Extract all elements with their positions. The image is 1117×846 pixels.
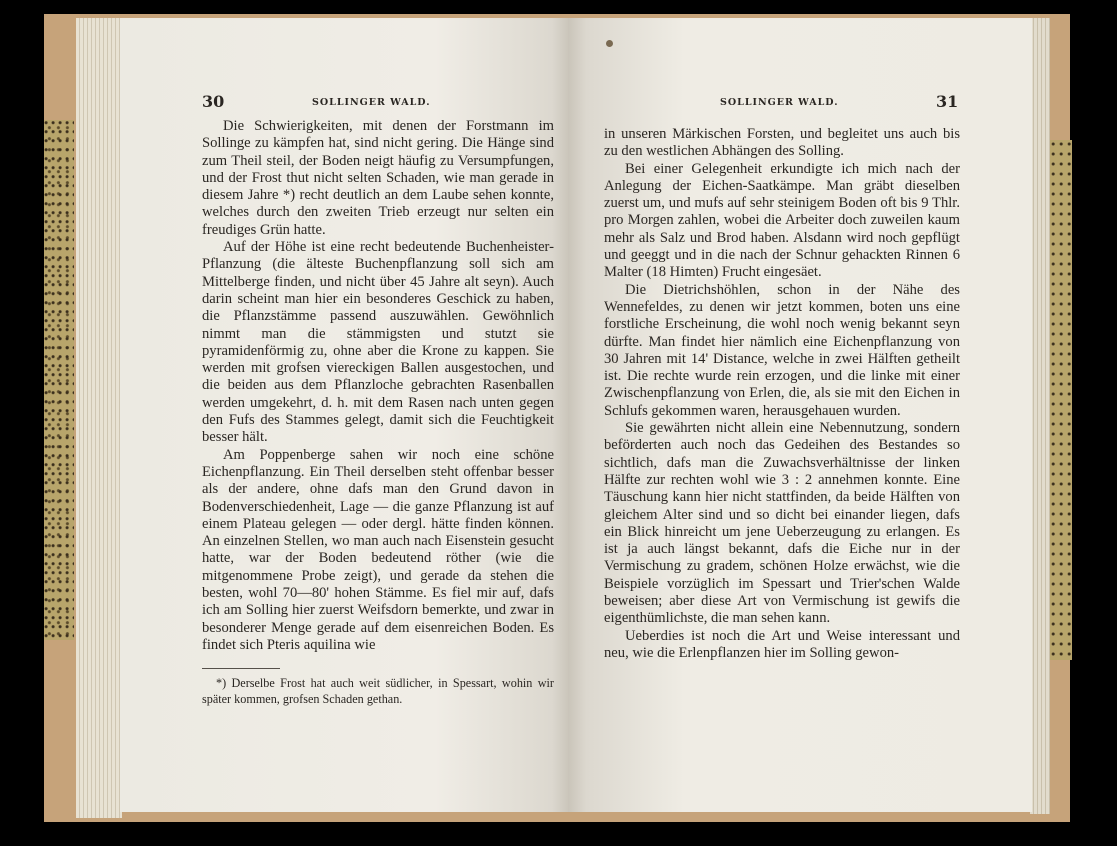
paragraph: Bei einer Gelegenheit erkundigte ich mich nach der Anlegung der Eichen-Saatkämpe. Man gräbt dieselben zuerst um, und mufs auf sehr steinigem Boden oft bis 9 Thlr. pro Morgen zahlen, wobei die Arbeiter doch zuweilen kaum mehr als Salz und Brod haben. Alsdann wird noch gepflügt und geeggt und in die nach der Schnur gehackten Rinnen 6 Malter (18 Himten) Frucht eingesäet. [604, 160, 960, 281]
running-title: SOLLINGER WALD. [312, 97, 431, 108]
footnote-text: *) Derselbe Frost hat auch weit südlicher, in Spessart, wohin wir später kommen, grofsen Schaden gethan. [202, 676, 554, 706]
page-edges-right [1030, 18, 1050, 814]
marbled-endpaper-left [44, 120, 74, 640]
footnote-rule [202, 668, 280, 669]
footnote [202, 675, 554, 707]
body-text [202, 118, 554, 654]
marbled-endpaper-right [1050, 140, 1072, 660]
page-number: 31 [936, 92, 959, 111]
paper-stain [606, 40, 613, 47]
paragraph: Am Poppenberge sahen wir noch eine schöne Eichenpflanzung. Ein Theil derselben steht offenbar besser als der andere, ohne dafs man den Grund davon in Bodenverschiedenheit, Lage — die ganze Pflanzung ist auf einem Plateau gelegen — oder dergl. hätte finden können. An einzelnen Stellen, wo man auch nach Eisenstein gesucht hatte, war der Boden bedeutend röther (wie die mitgenommene Probe zeigt), und gerade da stehen die besten, wohl 70—80' hohen Stämme. Es fiel mir auf, dafs ich am Solling hier zuerst Weifsdorn bemerkte, und zwar in besonderer Menge gerade auf dem eisenreichen Boden. Es findet sich Pteris aquilina wie [202, 446, 554, 653]
right-page [568, 18, 1032, 812]
page-edges-left [76, 18, 122, 818]
page-number: 30 [202, 92, 225, 111]
paragraph: in unseren Märkischen Forsten, und begleitet uns auch bis zu den westlichen Abhängen des Solling. [604, 126, 960, 160]
paragraph: Die Dietrichshöhlen, schon in der Nähe des Wennefeldes, zu denen wir jetzt kommen, boten uns eine forstliche Erscheinung, die wohl noch wenig bekannt seyn dürfte. Man findet hier nämlich eine Eichenpflanzung von 30 Jahren mit 14' Distance, welche in zwei Hälften getheilt ist. Die rechte wurde rein erzogen, und die linke mit einer Zwischenpflanzung von Erlen, die, als sie mit den Eichen in Schlufs gekommen waren, herausgehauen wurden. [604, 281, 960, 419]
paragraph: Auf der Höhe ist eine recht bedeutende Buchenheister-Pflanzung (die älteste Buchenpflanzung soll sich am Mittelberge finden, und nicht über 45 Jahre alt seyn). Auch darin scheint man hier ein besonderes Geschick zu haben, die Pflanzstämme passend auszuwählen. Gewöhnlich nimmt man die stämmigsten und stutzt sie pyramidenförmig zu, ohne aber die Krone zu kappen. Sie werden mit grofsen viereckigen Ballen ausgestochen, und die beiden aus dem Pflanzloche gebrachten Rasenballen werden umgekehrt, d. h. mit dem Rasen nach unten gegen den Fufs des Stammes gelegt, damit sich die Feuchtigkeit besser hält. [202, 239, 554, 446]
left-page [120, 18, 570, 812]
paragraph: Sie gewährten nicht allein eine Nebennutzung, sondern beförderten auch noch das Gedeihen des Bestandes so sichtlich, dafs man die Zuwachsverhältnisse der linken Hälfte zur rechten wohl wie 3 : 2 annehmen konnte. Eine Täuschung kann hier nicht stattfinden, da beide Hälften von gleichem Alter sind und so dicht bei einander liegen, dafs ein Blick hinreicht um jene Ueberzeugung zu erlangen. Es ist ja auch längst bekannt, dafs die Eiche nur in der Vermischung zu gradem, schönen Holze erwächst, wie die Beispiele vorzüglich im Spessart und Trier'schen Walde beweisen; aber diese Art von Vermischung ist gewifs die eigenthümlichste, die man sehen kann. [604, 420, 960, 627]
body-text [604, 126, 960, 662]
running-title: SOLLINGER WALD. [720, 97, 839, 108]
paragraph: Ueberdies ist noch die Art und Weise interessant und neu, wie die Erlenpflanzen hier im Solling gewon- [604, 627, 960, 661]
paragraph: Die Schwierigkeiten, mit denen der Forstmann im Sollinge zu kämpfen hat, sind nicht gering. Die Hänge sind zum Theil steil, der Boden neigt häufig zu Versumpfungen, und der Frost thut nicht selten Schaden, wie man gerade in diesem Jahre *) recht deutlich an dem Laube sehen konnte, welches durch den zweiten Trieb erzeugt nur selten ein freudiges Grün hatte. [202, 118, 554, 238]
